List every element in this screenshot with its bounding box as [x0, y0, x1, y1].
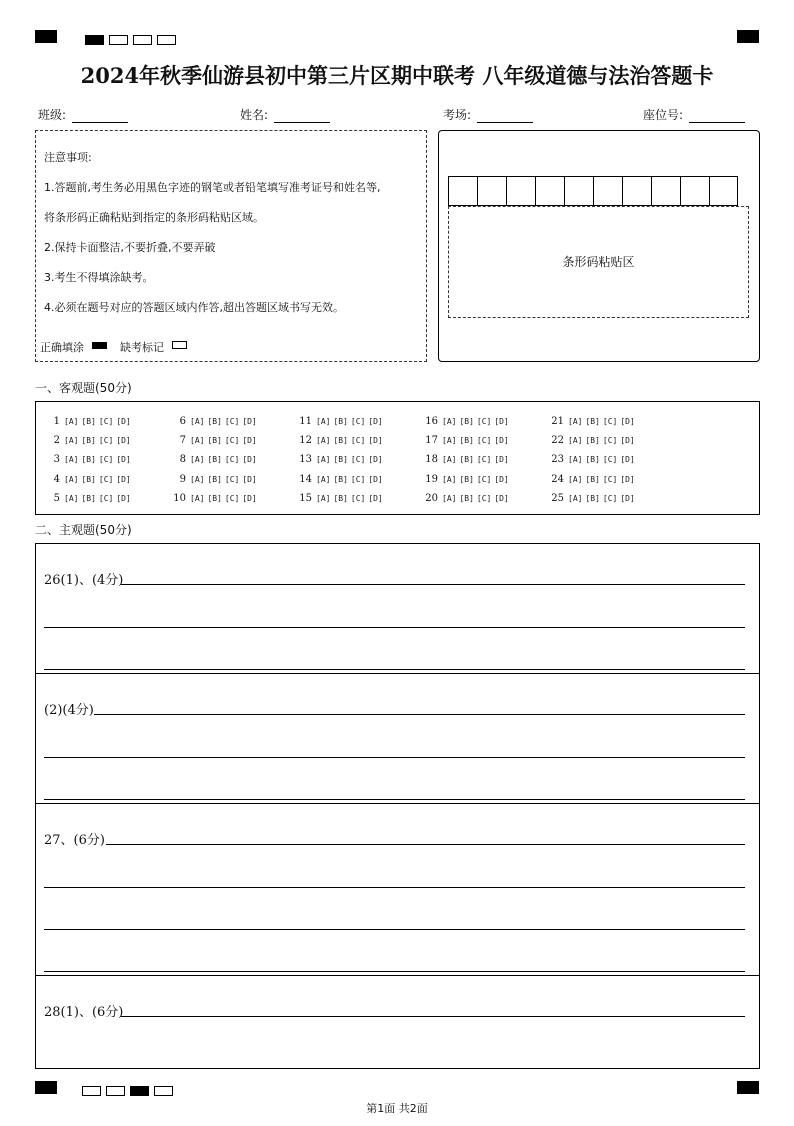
seat-input-line[interactable] [689, 122, 745, 123]
answer-bubble[interactable]: [B] [459, 455, 474, 465]
answer-bubble[interactable]: [C] [476, 436, 492, 446]
seat-field[interactable] [643, 106, 745, 123]
answer-bubble[interactable]: [D] [494, 474, 509, 484]
correct-fill-sample [92, 342, 107, 349]
answer-bubble[interactable]: [C] [476, 493, 492, 503]
answer-row [290, 489, 386, 508]
exam-number-cell[interactable] [564, 176, 593, 206]
answer-bubble[interactable]: [A] [568, 493, 583, 503]
answer-bubble[interactable]: [B] [81, 474, 96, 484]
page-number: 第1面 共2面 [366, 1102, 428, 1115]
answer-bubble[interactable]: [C] [224, 493, 240, 503]
question-label: (2)(4分) [44, 699, 97, 718]
answer-column [290, 412, 386, 508]
exam-number-cell[interactable] [651, 176, 680, 206]
answer-bubble[interactable]: [C] [224, 474, 240, 484]
answer-bubble[interactable]: [A] [442, 493, 457, 503]
answer-bubble[interactable]: [A] [568, 417, 583, 426]
subjective-section-title: 二、主观题(50分) [35, 523, 132, 537]
exam-number-cell[interactable] [593, 176, 622, 206]
answer-bubble[interactable]: [B] [459, 474, 474, 484]
answer-bubble[interactable]: [D] [368, 474, 383, 484]
answer-bubble[interactable]: [C] [476, 474, 492, 484]
answer-bubble[interactable]: [A] [568, 436, 583, 446]
exam-number-cell[interactable] [448, 176, 477, 206]
question-label: 27、(6分) [44, 829, 108, 848]
fill-legend [40, 339, 187, 355]
answer-row [290, 431, 386, 450]
question-number: 1 [53, 416, 60, 427]
answer-bubble[interactable]: [C] [98, 417, 114, 426]
answer-bubble[interactable]: [C] [98, 455, 114, 465]
answer-bubble[interactable]: [C] [350, 455, 366, 465]
question-number: 6 [179, 416, 186, 427]
question-number: 14 [299, 473, 312, 485]
answer-bubble[interactable]: [D] [620, 455, 635, 465]
answer-bubble[interactable]: [B] [585, 417, 600, 426]
absent-mark-checkbox[interactable] [172, 341, 187, 349]
question-number: 11 [299, 416, 312, 427]
answer-bubble[interactable]: [A] [442, 436, 457, 446]
answer-bubble[interactable]: [C] [98, 436, 114, 446]
question-number: 13 [299, 454, 312, 466]
answer-bubble[interactable]: [D] [116, 493, 131, 503]
answer-row [164, 470, 260, 489]
answer-bubble[interactable]: [D] [368, 493, 383, 503]
answer-line[interactable] [94, 714, 745, 715]
answer-bubble[interactable]: [B] [207, 436, 222, 446]
answer-bubble[interactable]: [D] [494, 493, 509, 503]
answer-column [416, 412, 512, 508]
question-number: 16 [425, 416, 438, 427]
answer-line[interactable] [106, 844, 745, 845]
answer-bubble[interactable]: [B] [81, 436, 96, 446]
answer-bubble[interactable]: [D] [242, 436, 257, 446]
answer-line[interactable] [44, 799, 745, 800]
question-number: 7 [179, 435, 186, 447]
answer-bubble[interactable]: [D] [368, 455, 383, 465]
question-number: 22 [551, 435, 564, 447]
question-number: 23 [551, 454, 564, 466]
objective-section-title: 一、客观题(50分) [35, 381, 132, 395]
question-number: 4 [53, 473, 60, 485]
notice-item: 1.答题前,考生务必用黑色字迹的钢笔或者铅笔填写准考证号和姓名等, [44, 181, 381, 194]
answer-bubble[interactable]: [A] [316, 417, 331, 426]
notice-box [35, 130, 427, 362]
answer-row [542, 412, 638, 431]
timing-mark-bottom-left [35, 1081, 57, 1094]
page-marker-empty [157, 35, 176, 45]
answer-bubble[interactable]: [A] [316, 455, 331, 465]
answer-row [416, 489, 512, 508]
answer-bubble[interactable]: [A] [190, 417, 205, 426]
answer-row [542, 450, 638, 469]
answer-line[interactable] [44, 757, 745, 758]
answer-bubble[interactable]: [C] [602, 417, 618, 426]
answer-bubble[interactable]: [C] [476, 417, 492, 426]
answer-bubble[interactable]: [D] [116, 474, 131, 484]
page-marker-filled [85, 35, 104, 45]
question-number: 24 [551, 473, 564, 485]
answer-line[interactable] [44, 971, 745, 972]
timing-mark-top-left [35, 30, 57, 43]
answer-bubble[interactable]: [A] [190, 474, 205, 484]
answer-row [38, 450, 134, 469]
question-number: 5 [53, 492, 60, 504]
question-number: 18 [425, 454, 438, 466]
answer-bubble[interactable]: [D] [494, 455, 509, 465]
page-title: 2024年秋季仙游县初中第三片区期中联考 八年级道德与法治答题卡 [80, 63, 714, 88]
answer-bubble[interactable]: [A] [190, 436, 205, 446]
exam-number-cell[interactable] [535, 176, 564, 206]
answer-bubble[interactable]: [A] [568, 455, 583, 465]
page-marker-empty [133, 35, 152, 45]
answer-bubble[interactable]: [A] [442, 455, 457, 465]
answer-bubble[interactable]: [D] [242, 474, 257, 484]
answer-bubble[interactable]: [D] [494, 436, 509, 446]
answer-bubble[interactable]: [C] [224, 436, 240, 446]
answer-bubble[interactable]: [C] [224, 455, 240, 465]
answer-line[interactable] [44, 929, 745, 930]
notice-heading: 注意事项: [44, 151, 92, 164]
answer-row [542, 489, 638, 508]
answer-bubble[interactable]: [C] [224, 417, 240, 426]
answer-bubble[interactable]: [B] [459, 436, 474, 446]
answer-bubble[interactable]: [D] [494, 417, 509, 426]
answer-bubble[interactable]: [B] [207, 455, 222, 465]
answer-row [416, 450, 512, 469]
answer-bubble[interactable]: [B] [207, 474, 222, 484]
answer-row [164, 489, 260, 508]
answer-bubble[interactable]: [B] [459, 493, 474, 503]
question-number: 21 [551, 416, 564, 427]
answer-line[interactable] [44, 627, 745, 628]
absent-mark-label: 缺考标记 [120, 341, 164, 354]
question-number: 10 [173, 492, 186, 504]
room-label: 考场: [443, 108, 472, 122]
answer-line[interactable] [44, 887, 745, 888]
question-number: 17 [425, 435, 438, 447]
answer-row [542, 431, 638, 450]
answer-bubble[interactable]: [B] [81, 455, 96, 465]
answer-row [416, 431, 512, 450]
question-number: 19 [425, 473, 438, 485]
answer-bubble[interactable]: [A] [316, 436, 331, 446]
answer-box-q27[interactable] [35, 803, 760, 976]
class-input-line[interactable] [72, 122, 128, 123]
timing-mark-top-right [737, 30, 759, 43]
answer-bubble[interactable]: [B] [81, 493, 96, 503]
answer-bubble[interactable]: [B] [81, 417, 96, 426]
answer-bubble[interactable]: [A] [190, 493, 205, 503]
exam-number-cell[interactable] [506, 176, 535, 206]
answer-row [38, 470, 134, 489]
answer-bubble[interactable]: [A] [64, 474, 79, 484]
answer-bubble[interactable]: [D] [242, 493, 257, 503]
name-label: 姓名: [240, 108, 269, 122]
barcode-paste-area: 条形码粘贴区 [448, 206, 749, 318]
exam-number-cell[interactable] [709, 176, 738, 206]
page-marker-empty [106, 1086, 125, 1096]
answer-box-q26-1[interactable] [35, 543, 760, 674]
answer-row [164, 450, 260, 469]
answer-bubble[interactable]: [B] [333, 474, 348, 484]
answer-bubble[interactable]: [B] [459, 417, 474, 426]
answer-bubble[interactable]: [C] [350, 474, 366, 484]
answer-bubble[interactable]: [B] [585, 493, 600, 503]
notice-item: 4.必须在题号对应的答题区域内作答,超出答题区域书写无效。 [44, 301, 344, 314]
notice-item: 3.考生不得填涂缺考。 [44, 271, 154, 284]
answer-row [416, 470, 512, 489]
correct-fill-label: 正确填涂 [40, 341, 84, 354]
question-label: 26(1)、(4分) [44, 569, 126, 588]
answer-bubble[interactable]: [D] [368, 417, 383, 426]
exam-number-grid[interactable] [448, 176, 738, 206]
answer-row [290, 470, 386, 489]
answer-bubble[interactable]: [D] [620, 436, 635, 446]
class-field[interactable] [38, 106, 128, 123]
question-label: 28(1)、(6分) [44, 1001, 126, 1020]
answer-row [38, 412, 134, 431]
answer-column [164, 412, 260, 508]
answer-bubble[interactable]: [A] [64, 436, 79, 446]
answer-bubble[interactable]: [D] [368, 436, 383, 446]
answer-bubble[interactable]: [C] [602, 493, 618, 503]
question-number: 9 [179, 473, 186, 485]
name-input-line[interactable] [274, 122, 330, 123]
page-marker-empty [82, 1086, 101, 1096]
question-number: 20 [425, 492, 438, 504]
room-field[interactable] [443, 106, 533, 123]
answer-row [164, 431, 260, 450]
answer-bubble[interactable]: [C] [350, 417, 366, 426]
answer-bubble[interactable]: [A] [316, 493, 331, 503]
answer-bubble[interactable]: [B] [585, 436, 600, 446]
answer-bubble[interactable]: [B] [333, 493, 348, 503]
question-number: 15 [299, 492, 312, 504]
answer-row [290, 450, 386, 469]
answer-bubble[interactable]: [D] [242, 417, 257, 426]
question-number: 12 [299, 435, 312, 447]
exam-number-cell[interactable] [680, 176, 709, 206]
answer-row [542, 470, 638, 489]
answer-bubble[interactable]: [B] [333, 455, 348, 465]
name-field[interactable] [240, 106, 330, 123]
answer-line[interactable] [121, 1016, 745, 1017]
answer-bubble[interactable]: [C] [476, 455, 492, 465]
answer-bubble[interactable]: [D] [620, 493, 635, 503]
answer-bubble[interactable]: [B] [333, 417, 348, 426]
question-number: 8 [179, 454, 186, 466]
answer-bubble[interactable]: [B] [333, 436, 348, 446]
exam-number-cell[interactable] [622, 176, 651, 206]
answer-bubble[interactable]: [B] [585, 455, 600, 465]
notice-item: 2.保持卡面整洁,不要折叠,不要弄破 [44, 241, 216, 254]
answer-line[interactable] [121, 584, 745, 585]
class-label: 班级: [38, 108, 67, 122]
answer-bubble[interactable]: [D] [242, 455, 257, 465]
answer-bubble[interactable]: [D] [620, 474, 635, 484]
notice-item: 将条形码正确粘贴到指定的条形码粘贴区域。 [44, 211, 264, 224]
answer-row [164, 412, 260, 431]
answer-bubble[interactable]: [D] [116, 417, 131, 426]
answer-bubble[interactable]: [C] [98, 474, 114, 484]
answer-bubble[interactable]: [C] [602, 455, 618, 465]
answer-column [542, 412, 638, 508]
answer-bubble[interactable]: [A] [442, 474, 457, 484]
answer-bubble[interactable]: [A] [190, 455, 205, 465]
answer-bubble[interactable]: [B] [207, 493, 222, 503]
page-marker-filled [130, 1086, 149, 1096]
answer-row [416, 412, 512, 431]
answer-row [290, 412, 386, 431]
answer-bubble[interactable]: [A] [64, 455, 79, 465]
question-number: 3 [53, 454, 60, 466]
answer-box-q26-2[interactable] [35, 673, 760, 804]
question-number: 2 [53, 435, 60, 447]
answer-bubble[interactable]: [D] [116, 436, 131, 446]
answer-row [38, 431, 134, 450]
answer-bubble[interactable]: [A] [568, 474, 583, 484]
timing-mark-bottom-right [737, 1081, 759, 1094]
objective-answer-grid [35, 401, 760, 515]
answer-bubble[interactable]: [C] [350, 436, 366, 446]
answer-bubble[interactable]: [C] [602, 436, 618, 446]
answer-box-q28-1[interactable] [35, 975, 760, 1069]
answer-row [38, 489, 134, 508]
answer-bubble[interactable]: [A] [64, 417, 79, 426]
page-marker-empty [109, 35, 128, 45]
answer-column [38, 412, 134, 508]
answer-bubble[interactable]: [B] [207, 417, 222, 426]
answer-bubble[interactable]: [C] [98, 493, 114, 503]
answer-bubble[interactable]: [A] [64, 493, 79, 503]
answer-bubble[interactable]: [B] [585, 474, 600, 484]
answer-bubble[interactable]: [C] [350, 493, 366, 503]
barcode-box [438, 130, 760, 362]
answer-bubble[interactable]: [D] [116, 455, 131, 465]
room-input-line[interactable] [477, 122, 533, 123]
page-marker-empty [154, 1086, 173, 1096]
answer-bubble[interactable]: [C] [602, 474, 618, 484]
answer-bubble[interactable]: [A] [442, 417, 457, 426]
answer-bubble[interactable]: [A] [316, 474, 331, 484]
exam-number-cell[interactable] [477, 176, 506, 206]
answer-line[interactable] [44, 669, 745, 670]
answer-bubble[interactable]: [D] [620, 417, 635, 426]
question-number: 25 [551, 492, 564, 504]
seat-label: 座位号: [643, 108, 684, 122]
